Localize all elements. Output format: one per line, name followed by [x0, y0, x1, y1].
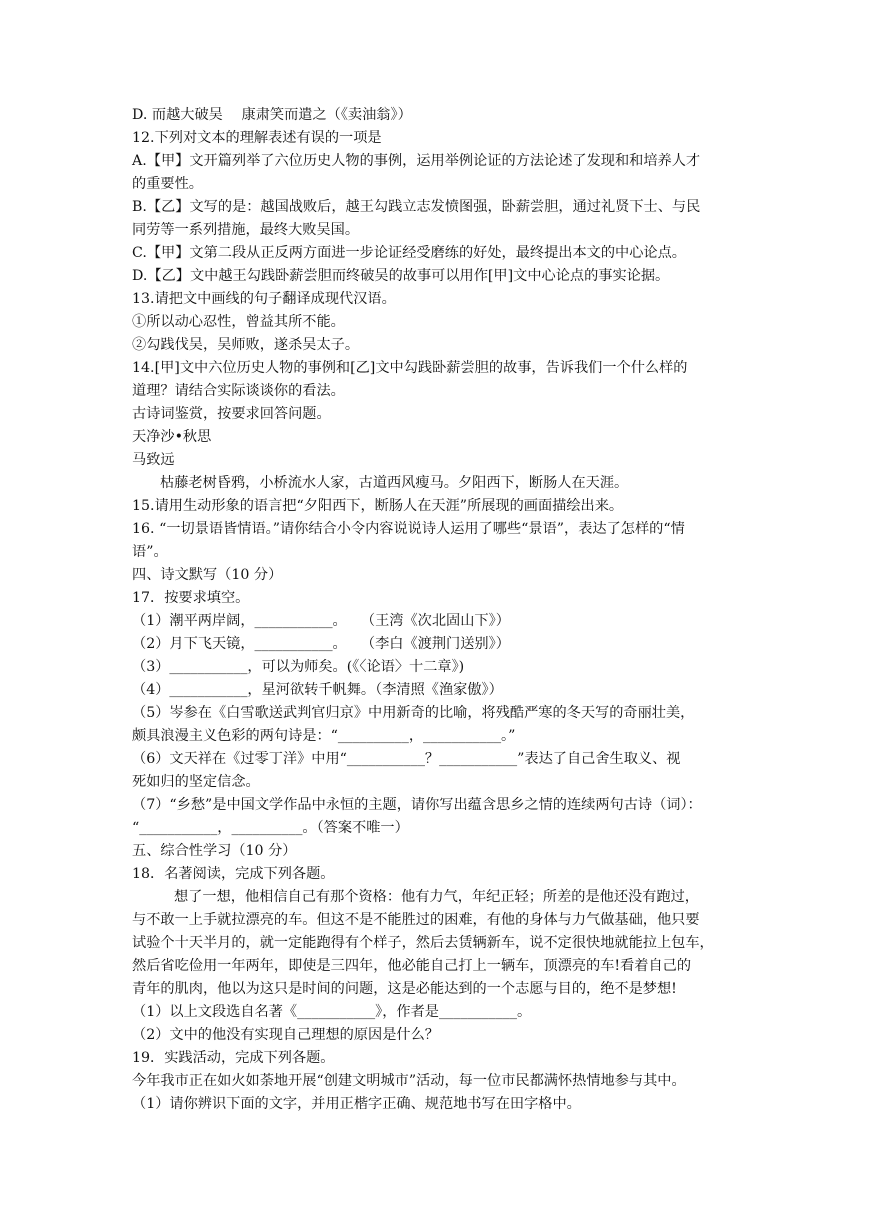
text-line: 的重要性。 [132, 176, 203, 192]
text-line: ①所以动心忍性，曾益其所不能。 [132, 314, 345, 330]
sub-question: （1）请你辨识下面的文字，并用正楷字正确、规范地书写在田字格中。 [132, 1096, 581, 1112]
fill-blank-4: （4）___________，星河欲转千帆舞。（李清照《渔家傲》） [132, 682, 503, 698]
text-line: “___________，__________。（答案不唯一） [132, 820, 409, 836]
text-line: 颇具浪漫主义色彩的两句诗是：“__________，___________。” [132, 728, 516, 744]
question-14: 14.[甲]文中六位历史人物的事例和[乙]文中勾践卧薪尝胆的故事，告诉我们一个什么样的 [132, 360, 688, 376]
section-instruction: 古诗词鉴赏，按要求回答问题。 [132, 406, 331, 422]
section-heading: 五、综合性学习（10 分） [132, 843, 297, 859]
fill-blank-7: （7）“乡愁”是中国文学作品中永恒的主题，请你写出蕴含思乡之情的连续两句古诗（词）： [132, 797, 702, 813]
excerpt-paragraph: 试验个十天半月的，就一定能跑得有个样子，然后去赁辆新车，说不定很快地就能拉上包车， [132, 935, 714, 951]
question-18: 18．名著阅读，完成下列各题。 [132, 866, 335, 882]
excerpt-paragraph: 然后省吃俭用一年两年，即使是三四年，他必能自己打上一辆车，顶漂亮的车!看着自己的 [132, 958, 692, 974]
option-b: B.【乙】文写的是：越国战败后，越王勾践立志发愤图强，卧薪尝胆，通过礼贤下士、与民 [132, 199, 701, 215]
fill-blank-1: （1）潮平两岸阔，___________。 （王湾《次北固山下》） [132, 613, 510, 629]
sub-question: （1）以上文段选自名著《___________》，作者是___________。 [132, 1004, 532, 1020]
poem-body: 枯藤老树昏鸦，小桥流水人家，古道西风瘦马。夕阳西下，断肠人在天涯。 [160, 475, 629, 491]
fill-blank-3: （3）___________，可以为师矣。(《〈论语〉十二章》) [132, 659, 465, 675]
poem-title: 天净沙•秋思 [132, 429, 212, 445]
question-19: 19．实践活动，完成下列各题。 [132, 1050, 335, 1066]
section-heading: 四、诗文默写（10 分） [132, 567, 283, 583]
question-13: 13.请把文中画线的句子翻译成现代汉语。 [132, 291, 396, 307]
option-a: A.【甲】文开篇列举了六位历史人物的事例，运用举例论证的方法论述了发现和和培养人才 [132, 153, 701, 169]
excerpt-paragraph: 与不敢一上手就拉漂亮的车。但这不是不能胜过的困难，有他的身体与力气做基础，他只要 [132, 912, 700, 928]
excerpt-paragraph: 青年的肌肉，他以为这只是时间的问题，这是必能达到的一个志愿与目的，绝不是梦想! [132, 981, 677, 997]
text-line: 死如归的坚定信念。 [132, 774, 260, 790]
option-d: D.【乙】文中越王勾践卧薪尝胆而终破吴的故事可以用作[甲]文中心论点的事实论据。 [132, 268, 670, 284]
option-c: C.【甲】文第二段从正反两方面进一步论证经受磨练的好处，最终提出本文的中心论点。 [132, 245, 686, 261]
text-line: 道理？请结合实际谈谈你的看法。 [132, 383, 345, 399]
question-16: 16. “一切景语皆情语。”请你结合小令内容说说诗人运用了哪些“景语”，表达了怎样的“情 [132, 521, 685, 537]
question-17: 17．按要求填空。 [132, 590, 250, 606]
question-12: 12.下列对文本的理解表述有误的一项是 [132, 130, 382, 146]
fill-blank-6: （6）文天祥在《过零丁洋》中用“___________？___________”表达了自己舍生取义、视 [132, 751, 681, 767]
text-line: ②勾践伐吴，吴师败，遂杀吴太子。 [132, 337, 360, 353]
text-line: 同劳等一系列措施，最终大败吴国。 [132, 222, 360, 238]
question-15: 15.请用生动形象的语言把“夕阳西下，断肠人在天涯”所展现的画面描绘出来。 [132, 498, 624, 514]
text-line: 语”。 [132, 544, 168, 560]
sub-question: （2）文中的他没有实现自己理想的原因是什么？ [132, 1027, 439, 1043]
poem-author: 马致远 [132, 452, 175, 468]
fill-blank-2: （2）月下飞天镜，___________。 （李白《渡荆门送别》） [132, 636, 510, 652]
fill-blank-5: （5）岑参在《白雪歌送武判官归京》中用新奇的比喻，将残酷严寒的冬天写的奇丽壮美， [132, 705, 695, 721]
text-line: D. 而越大破吴 康肃笑而遣之（《卖油翁》） [132, 107, 412, 123]
excerpt-paragraph: 想了一想，他相信自己有那个资格：他有力气，年纪正轻；所差的是他还没有跑过， [174, 889, 699, 905]
text-line: 今年我市正在如火如荼地开展“创建文明城市”活动，每一位市民都满怀热情地参与其中。 [132, 1073, 686, 1089]
